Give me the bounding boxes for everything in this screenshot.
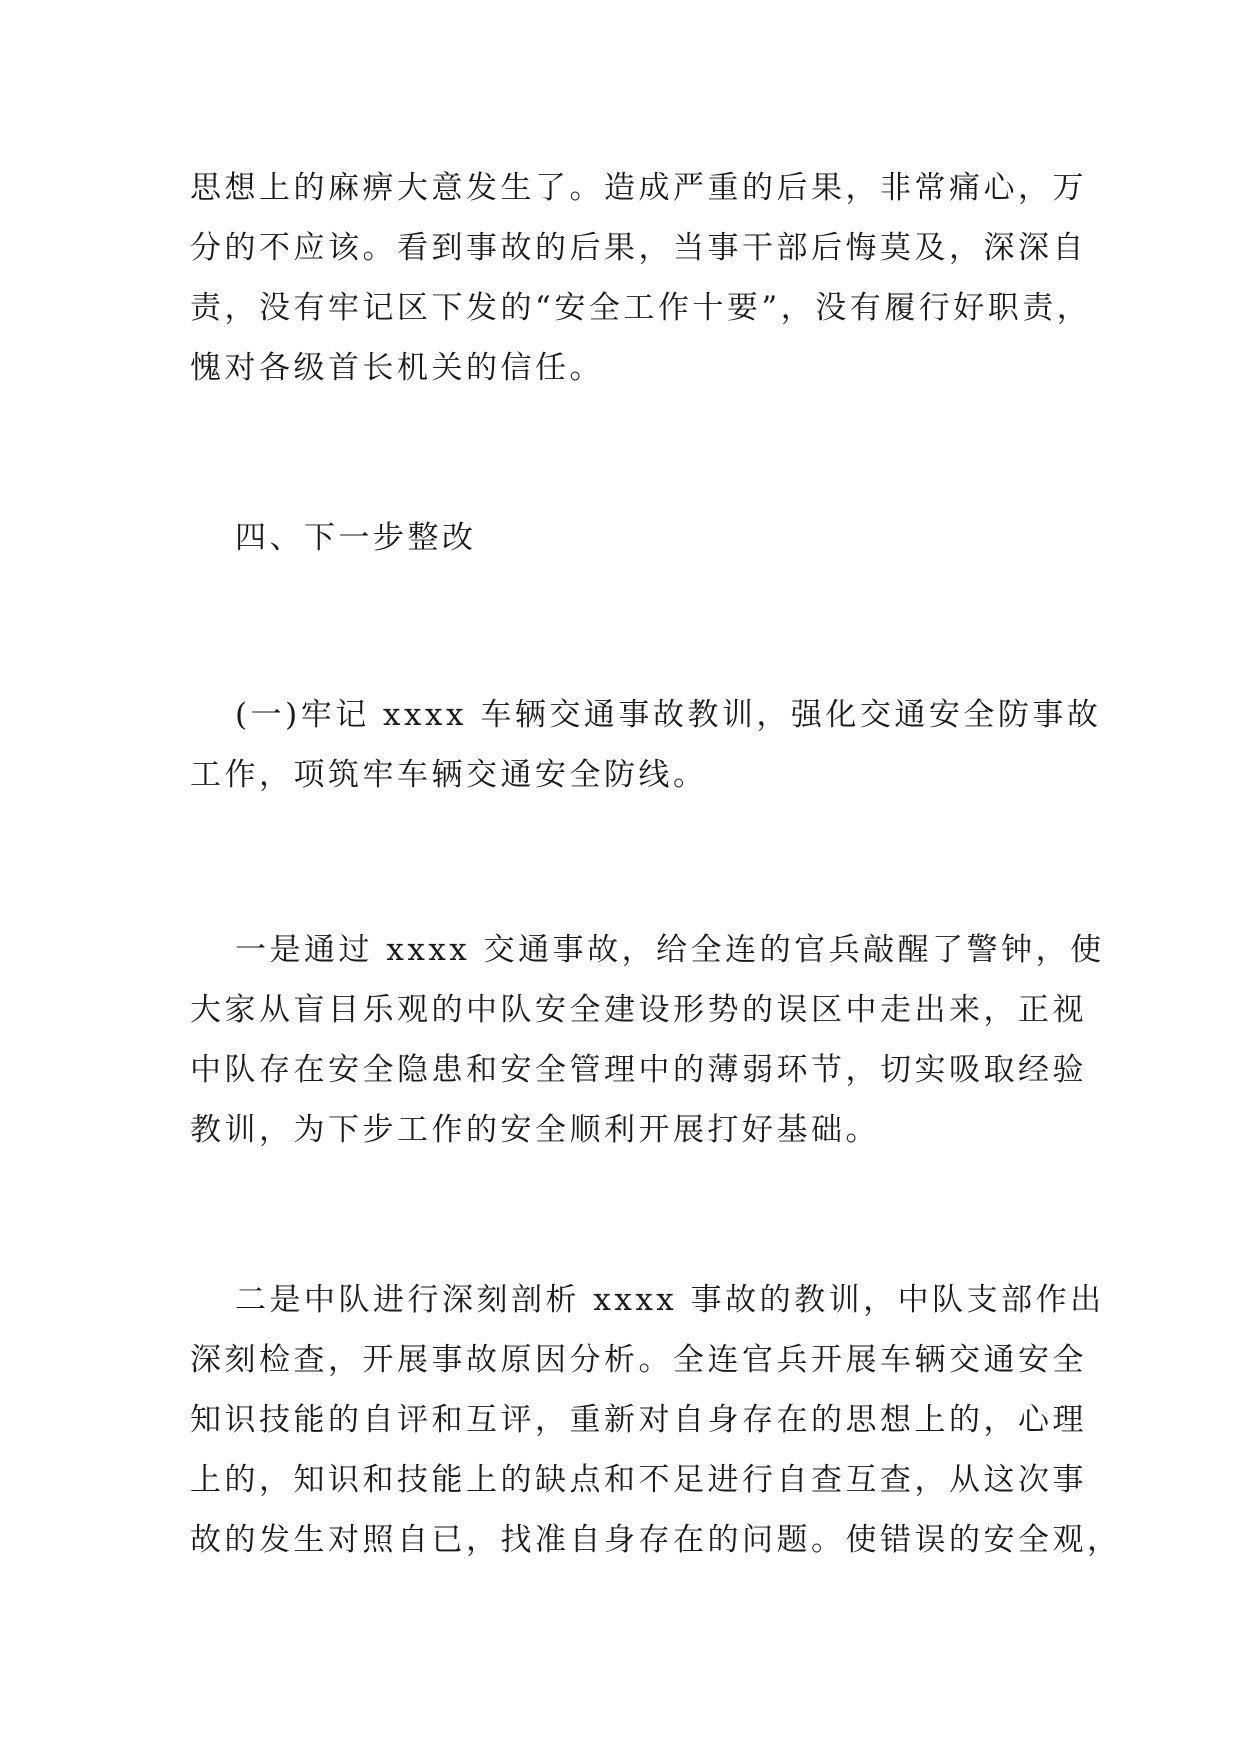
heading-text: 四、下一步整改 — [235, 520, 477, 556]
text-line: 二是中队进行深刻剖析 xxxx 事故的教训，中队支部作出 — [235, 1282, 1105, 1318]
text-line: 分的不应该。看到事故的后果，当事干部后悔莫及，深深自 — [190, 230, 1087, 266]
text-line: (一)牢记 xxxx 车辆交通事故教训，强化交通安全防事故 — [235, 697, 1102, 733]
text-line: 上的，知识和技能上的缺点和不足进行自查互查，从这次事 — [190, 1462, 1087, 1498]
text-line: 中队存在安全隐患和安全管理中的薄弱环节，切实吸取经验 — [190, 1052, 1087, 1088]
text-line: 思想上的麻痹大意发生了。造成严重的后果，非常痛心，万 — [190, 170, 1087, 206]
paragraph-continuation — [190, 158, 1092, 398]
text-line: 教训，为下步工作的安全顺利开展打好基础。 — [190, 1112, 880, 1148]
body-paragraph — [190, 920, 1105, 1160]
section-heading — [190, 508, 1070, 568]
text-line: 愧对各级首长机关的信任。 — [190, 350, 604, 386]
text-line: 知识技能的自评和互评，重新对自身存在的思想上的，心理 — [190, 1402, 1087, 1438]
text-line: 大家从盲目乐观的中队安全建设形势的误区中走出来，正视 — [190, 992, 1087, 1028]
body-paragraph — [190, 1270, 1122, 1570]
text-line: 责，没有牢记区下发的“安全工作十要”，没有履行好职责， — [190, 290, 1092, 326]
text-line: 故的发生对照自已，找准自身存在的问题。使错误的安全观， — [190, 1522, 1122, 1558]
subsection-paragraph — [190, 685, 1102, 805]
text-line: 工作，项筑牢车辆交通安全防线。 — [190, 757, 708, 793]
text-line: 深刻检查，开展事故原因分析。全连官兵开展车辆交通安全 — [190, 1342, 1087, 1378]
text-line: 一是通过 xxxx 交通事故，给全连的官兵敲醒了警钟，使 — [235, 932, 1105, 968]
